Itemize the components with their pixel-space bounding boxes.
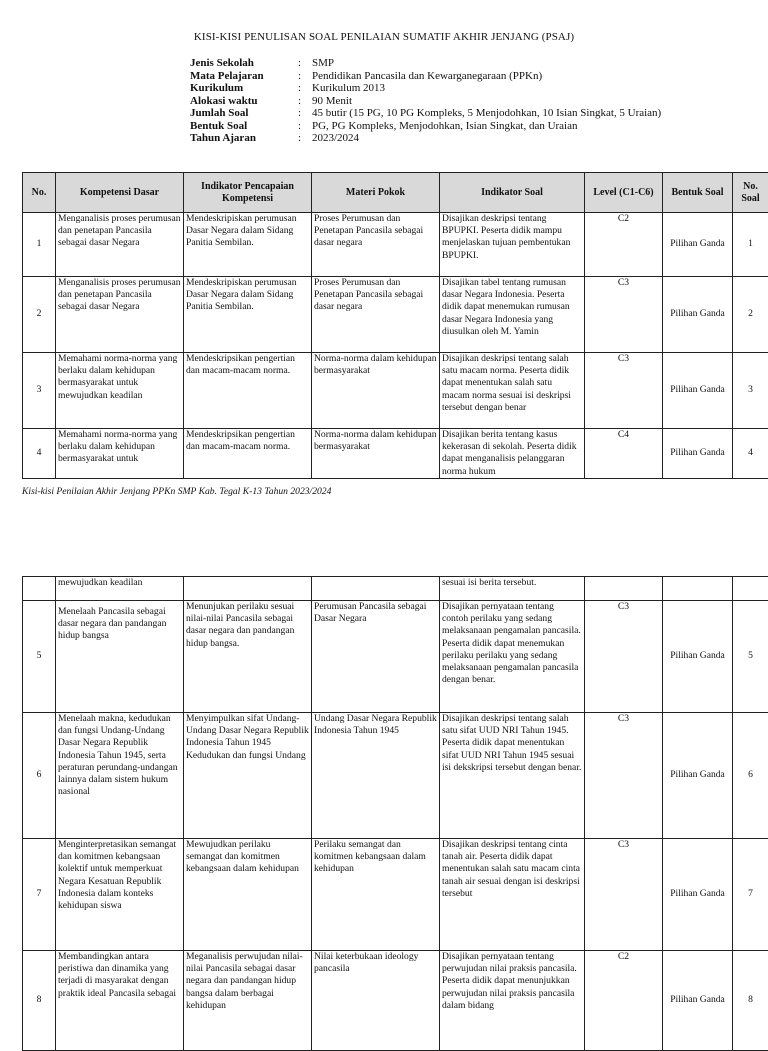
cell-level: C2 (585, 951, 663, 1051)
table-row (23, 277, 768, 353)
cell-level: C3 (585, 353, 663, 429)
cell-kompetensi-dasar: Menginterpretasikan semangat dan komitmen kebangsaan kolektif untuk memperkuat Negara Kesatuan Republik Indonesia dalam konteks kehidupan siswa (56, 839, 184, 951)
cell-materi-pokok: Norma-norma dalam kehidupan bermasyarakat (312, 429, 440, 479)
cell-no-soal: 5 (733, 601, 768, 713)
table-row (23, 601, 768, 713)
cell-indikator-pencapaian: Menunjukan perilaku sesuai nilai-nilai Pancasila sebagai dasar negara dan pandangan hidup bangsa. (184, 601, 312, 713)
cell-bentuk-soal: Pilihan Ganda (663, 213, 733, 277)
cell-bentuk-soal (663, 577, 733, 601)
cell-kompetensi-dasar: Menganalisis proses perumusan dan penetapan Pancasila sebagai dasar Negara (56, 277, 184, 353)
meta-separator: : (298, 82, 312, 95)
header-no: No. (23, 173, 56, 213)
cell-materi-pokok: Nilai keterbukaan ideology pancasila (312, 951, 440, 1051)
cell-kompetensi-dasar: Membandingkan antara peristiwa dan dinamika yang terjadi di masyarakat dengan praktik ideal Pancasila sebagai (56, 951, 184, 1051)
table-row (23, 213, 768, 277)
cell-indikator-pencapaian (184, 577, 312, 601)
cell-level: C3 (585, 713, 663, 839)
cell-no-soal: 6 (733, 713, 768, 839)
meta-value: Pendidikan Pancasila dan Kewarganegaraan (PPKn) (312, 70, 542, 83)
meta-separator: : (298, 57, 312, 70)
table-row-continued (23, 577, 768, 601)
cell-no: 3 (23, 353, 56, 429)
header-indikator-soal: Indikator Soal (440, 173, 585, 213)
cell-level: C3 (585, 839, 663, 951)
table-row (23, 353, 768, 429)
table-row (23, 713, 768, 839)
kisi-kisi-table-page-1 (22, 172, 768, 479)
document-title: KISI-KISI PENULISAN SOAL PENILAIAN SUMATIF AKHIR JENJANG (PSAJ) (0, 31, 768, 43)
cell-indikator-pencapaian: Mewujudkan perilaku semangat dan komitmen kebangsaan dalam kehidupan (184, 839, 312, 951)
header-bentuk-soal: Bentuk Soal (663, 173, 733, 213)
cell-materi-pokok (312, 577, 440, 601)
kisi-kisi-table-page-2 (22, 576, 768, 1051)
cell-kompetensi-dasar: Menelaah Pancasila sebagai dasar negara dan pandangan hidup bangsa (56, 601, 184, 713)
cell-no: 2 (23, 277, 56, 353)
cell-indikator-soal: Disajikan pernyataan tentang contoh perilaku yang sedang melaksanaan pengamalan pancasila. Peserta didik dapat menemukan perilaku perilaku yang sedang melaksanaan pengamalan pancasila dengan benar. (440, 601, 585, 713)
cell-level: C3 (585, 601, 663, 713)
meta-row-jenis-sekolah (190, 57, 661, 70)
cell-no: 6 (23, 713, 56, 839)
cell-indikator-soal: sesuai isi berita tersebut. (440, 577, 585, 601)
cell-indikator-pencapaian: Mendeskripsikan pengertian dan macam-macam norma. (184, 353, 312, 429)
meta-label: Kurikulum (190, 82, 298, 95)
cell-bentuk-soal: Pilihan Ganda (663, 277, 733, 353)
cell-no (23, 577, 56, 601)
meta-label: Alokasi waktu (190, 95, 298, 108)
meta-value: SMP (312, 57, 334, 70)
cell-level: C4 (585, 429, 663, 479)
cell-indikator-pencapaian: Menyimpulkan sifat Undang-Undang Dasar Negara Republik Indonesia Tahun 1945 Kedudukan dan fungsi Undang (184, 713, 312, 839)
cell-kompetensi-dasar: Memahami norma-norma yang berlaku dalam kehidupan bermasyarakat untuk (56, 429, 184, 479)
meta-value: 90 Menit (312, 95, 352, 108)
cell-indikator-soal: Disajikan deskripsi tentang salah satu macam norma. Peserta didik dapat menentukan salah satu macam norma sesuai isi deskripsi tersebut dengan benar (440, 353, 585, 429)
meta-row-jumlah-soal (190, 107, 661, 120)
cell-kompetensi-dasar: mewujudkan keadilan (56, 577, 184, 601)
meta-row-alokasi-waktu (190, 95, 661, 108)
cell-kompetensi-dasar: Memahami norma-norma yang berlaku dalam kehidupan bermasyarakat untuk mewujudkan keadilan (56, 353, 184, 429)
meta-label: Mata Pelajaran (190, 70, 298, 83)
cell-materi-pokok: Proses Perumusan dan Penetapan Pancasila sebagai dasar negara (312, 213, 440, 277)
header-no-soal: No. Soal (733, 173, 768, 213)
cell-level: C2 (585, 213, 663, 277)
table-row (23, 429, 768, 479)
cell-level (585, 577, 663, 601)
meta-label: Jenis Sekolah (190, 57, 298, 70)
cell-no-soal: 1 (733, 213, 768, 277)
cell-indikator-soal: Disajikan tabel tentang rumusan dasar Negara Indonesia. Peserta didik dapat menemukan rumusan dasar Negara Indonesia yang diusulkan oleh M. Yamin (440, 277, 585, 353)
table-header-row (23, 173, 768, 213)
header-kompetensi-dasar: Kompetensi Dasar (56, 173, 184, 213)
cell-no-soal: 7 (733, 839, 768, 951)
cell-indikator-soal: Disajikan deskripsi tentang cinta tanah air. Peserta didik dapat menentukan salah satu macam cinta tanah air sesuai dengan isi deskripsi tersebut (440, 839, 585, 951)
table-row (23, 951, 768, 1051)
header-indikator-pencapaian: Indikator Pencapaian Kompetensi (184, 173, 312, 213)
cell-materi-pokok: Perilaku semangat dan komitmen kebangsaan dalam kehidupan (312, 839, 440, 951)
cell-bentuk-soal: Pilihan Ganda (663, 951, 733, 1051)
cell-indikator-pencapaian: Mendeskripiskan perumusan Dasar Negara dalam Sidang Panitia Sembilan. (184, 213, 312, 277)
cell-no-soal: 8 (733, 951, 768, 1051)
cell-bentuk-soal: Pilihan Ganda (663, 839, 733, 951)
cell-indikator-pencapaian: Mendeskripiskan perumusan Dasar Negara dalam Sidang Panitia Sembilan. (184, 277, 312, 353)
document-meta (190, 57, 661, 145)
meta-separator: : (298, 107, 312, 120)
cell-no: 7 (23, 839, 56, 951)
cell-indikator-soal: Disajikan deskripsi tentang BPUPKI. Peserta didik mampu menjelaskan tujuan pembentukan BPUPKI. (440, 213, 585, 277)
meta-separator: : (298, 70, 312, 83)
cell-no: 1 (23, 213, 56, 277)
header-materi-pokok: Materi Pokok (312, 173, 440, 213)
cell-no-soal: 3 (733, 353, 768, 429)
cell-materi-pokok: Norma-norma dalam kehidupan bermasyarakat (312, 353, 440, 429)
table-row (23, 839, 768, 951)
cell-no: 5 (23, 601, 56, 713)
cell-level: C3 (585, 277, 663, 353)
meta-value: 2023/2024 (312, 132, 359, 145)
cell-indikator-soal: Disajikan pernyataan tentang perwujudan nilai praksis pancasila. Peserta didik dapat menunjukkan perwujudan nilai praksis pancasila dalam bidang (440, 951, 585, 1051)
cell-no-soal: 2 (733, 277, 768, 353)
meta-label: Jumlah Soal (190, 107, 298, 120)
header-level: Level (C1-C6) (585, 173, 663, 213)
cell-no-soal: 4 (733, 429, 768, 479)
cell-indikator-soal: Disajikan berita tentang kasus kekerasan di sekolah. Peserta didik dapat menganalisis pelanggaran norma hukum (440, 429, 585, 479)
cell-no-soal (733, 577, 768, 601)
cell-bentuk-soal: Pilihan Ganda (663, 713, 733, 839)
meta-row-mata-pelajaran (190, 70, 661, 83)
cell-indikator-soal: Disajikan deskripsi tentang salah satu sifat UUD NRI Tahun 1945. Peserta didik dapat menentukan sifat UUD NRI Tahun 1945 sesuai isi dekskripsi tersebut dengan benar. (440, 713, 585, 839)
cell-kompetensi-dasar: Menelaah makna, kedudukan dan fungsi Undang-Undang Dasar Negara Republik Indonesia Tahun 1945, serta peraturan perundang-undangan lainnya dalam sistem hukum nasional (56, 713, 184, 839)
cell-indikator-pencapaian: Mendeskripsikan pengertian dan macam-macam norma. (184, 429, 312, 479)
meta-label: Tahun Ajaran (190, 132, 298, 145)
meta-value: 45 butir (15 PG, 10 PG Kompleks, 5 Menjodohkan, 10 Isian Singkat, 5 Uraian) (312, 107, 661, 120)
meta-row-tahun-ajaran (190, 132, 661, 145)
cell-indikator-pencapaian: Meganalisis perwujudan nilai-nilai Pancasila sebagai dasar negara dan pandangan hidup bangsa dalam berbagai kehidupan (184, 951, 312, 1051)
meta-row-bentuk-soal (190, 120, 661, 133)
cell-bentuk-soal: Pilihan Ganda (663, 601, 733, 713)
meta-separator: : (298, 132, 312, 145)
cell-bentuk-soal: Pilihan Ganda (663, 429, 733, 479)
cell-materi-pokok: Undang Dasar Negara Republik Indonesia Tahun 1945 (312, 713, 440, 839)
page-footer: Kisi-kisi Penilaian Akhir Jenjang PPKn SMP Kab. Tegal K-13 Tahun 2023/2024 (22, 486, 331, 497)
meta-label: Bentuk Soal (190, 120, 298, 133)
meta-separator: : (298, 95, 312, 108)
cell-bentuk-soal: Pilihan Ganda (663, 353, 733, 429)
meta-value: PG, PG Kompleks, Menjodohkan, Isian Singkat, dan Uraian (312, 120, 578, 133)
cell-no: 8 (23, 951, 56, 1051)
cell-kompetensi-dasar: Menganalisis proses perumusan dan penetapan Pancasila sebagai dasar Negara (56, 213, 184, 277)
cell-materi-pokok: Perumusan Pancasila sebagai Dasar Negara (312, 601, 440, 713)
meta-separator: : (298, 120, 312, 133)
meta-row-kurikulum (190, 82, 661, 95)
meta-value: Kurikulum 2013 (312, 82, 385, 95)
cell-no: 4 (23, 429, 56, 479)
cell-materi-pokok: Proses Perumusan dan Penetapan Pancasila sebagai dasar negara (312, 277, 440, 353)
